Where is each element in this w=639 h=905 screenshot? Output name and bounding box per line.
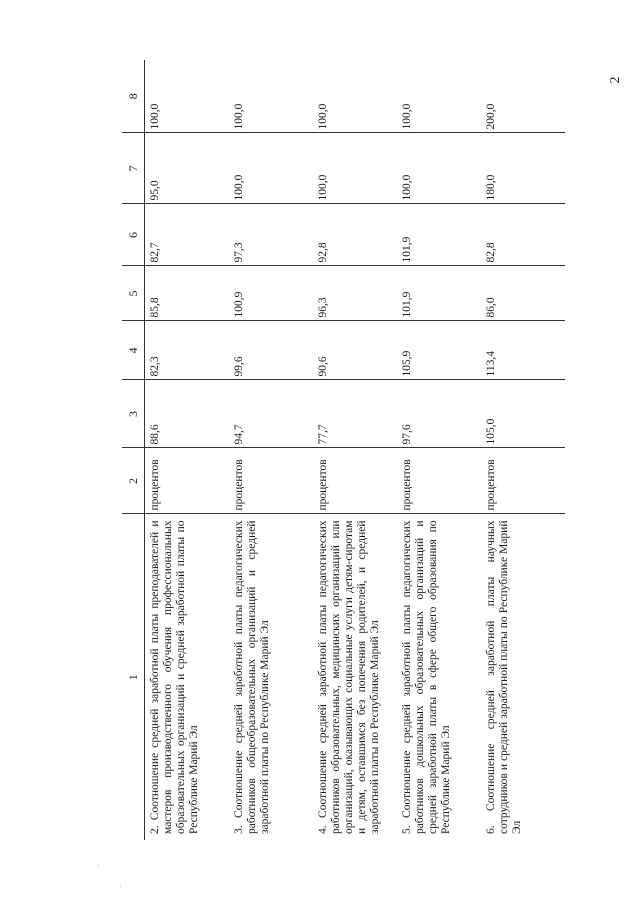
indicator-value: 92,8 xyxy=(313,204,397,266)
indicator-unit: процентов xyxy=(145,448,230,514)
indicator-description: 2. Соотношение средней заработной платы преподавателей и мастеров производственного обучения профессиональных образовательных организаций и средней заработной платы по Республике Марий Эл xyxy=(149,520,200,834)
indicator-value: 86,0 xyxy=(481,266,565,321)
indicator-description: 5. Соотношение средней заработной платы педагогических работников дошкольных образовательных организаций и средней заработной платы в сфере общего образования по Республике Марий Эл xyxy=(401,520,452,834)
indicator-value: 100,0 xyxy=(145,60,230,133)
indicator-value: 100,0 xyxy=(313,133,397,204)
indicator-value: 101,9 xyxy=(397,204,481,266)
column-header-3: 3 xyxy=(122,380,145,448)
table-header-row xyxy=(122,60,145,840)
column-header-7: 7 xyxy=(122,133,145,204)
indicator-value: 100,0 xyxy=(397,60,481,133)
indicator-value: 95,0 xyxy=(145,133,230,204)
indicator-value: 100,0 xyxy=(229,133,313,204)
column-header-4: 4 xyxy=(122,321,145,380)
table-row xyxy=(397,60,481,840)
indicator-table xyxy=(122,60,565,840)
indicator-value: 100,0 xyxy=(313,60,397,133)
indicator-value: 85,8 xyxy=(145,266,230,321)
indicator-description: 6. Соотношение средней заработной платы научных сотрудников и средней заработной платы по Республике Марий Эл xyxy=(485,520,523,834)
indicator-unit: процентов xyxy=(313,448,397,514)
table-row xyxy=(481,60,565,840)
column-header-6: 6 xyxy=(122,204,145,266)
column-header-5: 5 xyxy=(122,266,145,321)
indicator-value: 97,3 xyxy=(229,204,313,266)
column-header-2: 2 xyxy=(122,448,145,514)
scan-speck: · xyxy=(119,882,122,891)
table-row xyxy=(313,60,397,840)
indicator-value: 94,7 xyxy=(229,380,313,448)
indicator-value: 77,7 xyxy=(313,380,397,448)
indicator-value: 113,4 xyxy=(481,321,565,380)
rotated-table-area xyxy=(122,60,530,840)
table-row xyxy=(145,60,230,840)
indicator-value: 96,3 xyxy=(313,266,397,321)
indicator-value: 100,0 xyxy=(229,60,313,133)
indicator-description: 3. Соотношение средней заработной платы педагогических работников общеобразовательных организаций и средней заработной платы по Республике Марий Эл xyxy=(233,520,271,834)
indicator-value: 100,0 xyxy=(397,133,481,204)
indicator-value: 101,9 xyxy=(397,266,481,321)
indicator-description: 4. Соотношение средней заработной платы педагогических работников образовательных, медицинских организаций или организаций, оказывающих социальные услуги детям-сиротам и детям, оставшимся без попечения родителей, и средней заработной платы по Республике Марий Эл xyxy=(317,520,381,834)
indicator-value: 82,3 xyxy=(145,321,230,380)
indicator-value: 105,9 xyxy=(397,321,481,380)
indicator-value: 99,6 xyxy=(229,321,313,380)
indicator-value: 200,0 xyxy=(481,60,565,133)
page-number: 2 xyxy=(608,76,623,84)
scan-speck: · xyxy=(97,862,100,871)
indicator-value: 82,7 xyxy=(145,204,230,266)
indicator-unit: процентов xyxy=(229,448,313,514)
indicator-value: 82,8 xyxy=(481,204,565,266)
indicator-value: 97,6 xyxy=(397,380,481,448)
indicator-value: 90,6 xyxy=(313,321,397,380)
indicator-unit: процентов xyxy=(481,448,565,514)
indicator-unit: процентов xyxy=(397,448,481,514)
indicator-value: 88,6 xyxy=(145,380,230,448)
table-row xyxy=(229,60,313,840)
indicator-value: 180,0 xyxy=(481,133,565,204)
rotated-table-wrapper xyxy=(122,60,530,840)
column-header-1: 1 xyxy=(122,514,145,840)
column-header-8: 8 xyxy=(122,60,145,133)
indicator-value: 100,9 xyxy=(229,266,313,321)
indicator-value: 105,0 xyxy=(481,380,565,448)
